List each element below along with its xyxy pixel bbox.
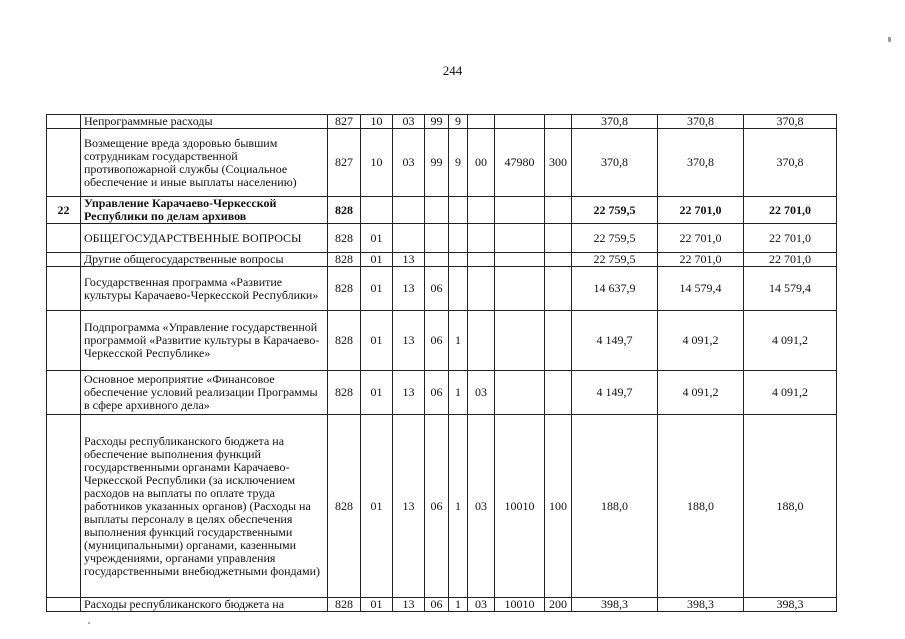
cell-c2: 01 — [361, 371, 393, 415]
cell-c6 — [468, 311, 495, 371]
cell-c2: 01 — [361, 311, 393, 371]
table-row — [47, 129, 837, 197]
cell-name: Расходы республиканского бюджета на — [81, 598, 328, 612]
cell-c8: 200 — [545, 598, 572, 612]
cell-c6 — [468, 197, 495, 224]
cell-y3: 14 579,4 — [744, 267, 837, 311]
cell-idx — [47, 115, 81, 129]
cell-c8: 100 — [545, 415, 572, 598]
cell-c8 — [545, 253, 572, 267]
cell-name: Подпрограмма «Управление государственной программой «Развитие культуры в Карачаево-Черкесской Республике» — [81, 311, 328, 371]
cell-y2: 14 579,4 — [658, 267, 744, 311]
cell-c8 — [545, 371, 572, 415]
cell-c6 — [468, 224, 495, 253]
cell-name: Расходы республиканского бюджета на обеспечение выполнения функций государственными органами Карачаево-Черкесской Республики (за исключением расходов на выплаты по оплате труда работников указанных органов) (Расходы на выплаты персоналу в целях обеспечения выполнения функций государственными (муниципальными) органами, казенными учреждениями, органами управления государственными внебюджетными фондами) — [81, 415, 328, 598]
cell-c3 — [393, 197, 425, 224]
cell-c8 — [545, 267, 572, 311]
cell-c6: 03 — [468, 371, 495, 415]
cell-name: Управление Карачаево-Черкесской Республики по делам архивов — [81, 197, 328, 224]
cell-c8: 300 — [545, 129, 572, 197]
cell-c4: 06 — [425, 311, 449, 371]
cell-c6 — [468, 253, 495, 267]
table-row — [47, 253, 837, 267]
cell-c3: 03 — [393, 115, 425, 129]
cell-c4: 06 — [425, 598, 449, 612]
cell-c4 — [425, 197, 449, 224]
cell-c1: 828 — [328, 253, 361, 267]
cell-c6: 03 — [468, 598, 495, 612]
budget-table — [46, 114, 837, 612]
cell-c5: 9 — [449, 115, 468, 129]
cell-c5 — [449, 197, 468, 224]
table-row — [47, 311, 837, 371]
cell-c5: 1 — [449, 598, 468, 612]
cell-name: Другие общегосударственные вопросы — [81, 253, 328, 267]
cell-c4: 06 — [425, 415, 449, 598]
cell-c5: 1 — [449, 311, 468, 371]
cell-idx — [47, 129, 81, 197]
cell-y1: 22 759,5 — [572, 253, 658, 267]
cell-idx — [47, 415, 81, 598]
cell-c8 — [545, 311, 572, 371]
page-number: 244 — [442, 63, 463, 78]
cell-y1: 188,0 — [572, 415, 658, 598]
cell-y3: 4 091,2 — [744, 311, 837, 371]
cell-c1: 827 — [328, 129, 361, 197]
cell-y2: 4 091,2 — [658, 311, 744, 371]
cell-c7: 10010 — [495, 415, 545, 598]
cell-name: ОБЩЕГОСУДАРСТВЕННЫЕ ВОПРОСЫ — [81, 224, 328, 253]
cell-y3: 22 701,0 — [744, 224, 837, 253]
cell-c6: 00 — [468, 129, 495, 197]
cell-idx — [47, 224, 81, 253]
cell-c4: 99 — [425, 129, 449, 197]
cell-c6: 03 — [468, 415, 495, 598]
cell-c7 — [495, 115, 545, 129]
cell-y1: 22 759,5 — [572, 224, 658, 253]
cell-y2: 22 701,0 — [658, 253, 744, 267]
cell-c2: 01 — [361, 415, 393, 598]
cell-c3: 13 — [393, 598, 425, 612]
cell-y1: 4 149,7 — [572, 371, 658, 415]
cell-c3: 13 — [393, 267, 425, 311]
cell-y3: 4 091,2 — [744, 371, 837, 415]
cell-c4: 06 — [425, 267, 449, 311]
cell-c2: 01 — [361, 598, 393, 612]
cell-c2: 10 — [361, 115, 393, 129]
cell-idx — [47, 598, 81, 612]
cell-c7 — [495, 197, 545, 224]
cell-c3: 13 — [393, 253, 425, 267]
cell-y3: 188,0 — [744, 415, 837, 598]
cell-c3: 13 — [393, 415, 425, 598]
cell-y1: 14 637,9 — [572, 267, 658, 311]
cell-c5 — [449, 224, 468, 253]
cell-y2: 188,0 — [658, 415, 744, 598]
cell-c7 — [495, 371, 545, 415]
cell-c1: 828 — [328, 415, 361, 598]
cell-c6 — [468, 267, 495, 311]
cell-c1: 827 — [328, 115, 361, 129]
table-row — [47, 371, 837, 415]
table-row — [47, 224, 837, 253]
cell-y1: 398,3 — [572, 598, 658, 612]
cell-c4 — [425, 224, 449, 253]
cell-c5: 1 — [449, 415, 468, 598]
cell-c1: 828 — [328, 371, 361, 415]
cell-y3: 22 701,0 — [744, 197, 837, 224]
cell-y1: 22 759,5 — [572, 197, 658, 224]
table-row — [47, 267, 837, 311]
cell-name: Возмещение вреда здоровью бывшим сотрудникам государственной противопожарной службы (Социальное обеспечение и иные выплаты населению) — [81, 129, 328, 197]
scan-speck — [888, 37, 891, 42]
cell-y3: 22 701,0 — [744, 253, 837, 267]
cell-c7 — [495, 267, 545, 311]
cell-c3: 13 — [393, 311, 425, 371]
cell-c8 — [545, 197, 572, 224]
cell-c1: 828 — [328, 267, 361, 311]
cell-c2: 10 — [361, 129, 393, 197]
cell-c6 — [468, 115, 495, 129]
cell-idx — [47, 371, 81, 415]
cell-c5 — [449, 253, 468, 267]
cell-c1: 828 — [328, 311, 361, 371]
table-row — [47, 598, 837, 612]
table-row — [47, 415, 837, 598]
cell-y2: 22 701,0 — [658, 197, 744, 224]
cell-y1: 370,8 — [572, 129, 658, 197]
cell-idx — [47, 267, 81, 311]
cell-c1: 828 — [328, 224, 361, 253]
cell-c7 — [495, 311, 545, 371]
cell-idx — [47, 311, 81, 371]
cell-y2: 370,8 — [658, 129, 744, 197]
cell-y2: 398,3 — [658, 598, 744, 612]
cell-c5: 1 — [449, 371, 468, 415]
cell-c2: 01 — [361, 253, 393, 267]
cell-c7 — [495, 253, 545, 267]
cell-c2: 01 — [361, 267, 393, 311]
cell-idx: 22 — [47, 197, 81, 224]
cell-name: Государственная программа «Развитие культуры Карачаево-Черкесской Республики» — [81, 267, 328, 311]
cell-name: Непрограммные расходы — [81, 115, 328, 129]
table-row — [47, 115, 837, 129]
cell-y2: 4 091,2 — [658, 371, 744, 415]
cell-y3: 370,8 — [744, 115, 837, 129]
cell-c3: 13 — [393, 371, 425, 415]
cell-c2 — [361, 197, 393, 224]
cell-c4 — [425, 253, 449, 267]
cell-c4: 06 — [425, 371, 449, 415]
cell-idx — [47, 253, 81, 267]
cell-name: Основное мероприятие «Финансовое обеспечение условий реализации Программы в сфере архивного дела» — [81, 371, 328, 415]
cell-c8 — [545, 115, 572, 129]
cell-c7 — [495, 224, 545, 253]
scan-speck — [88, 622, 90, 624]
cell-y3: 398,3 — [744, 598, 837, 612]
cell-c5: 9 — [449, 129, 468, 197]
cell-c2: 01 — [361, 224, 393, 253]
cell-y1: 370,8 — [572, 115, 658, 129]
cell-y3: 370,8 — [744, 129, 837, 197]
table-row — [47, 197, 837, 224]
cell-c1: 828 — [328, 197, 361, 224]
cell-c3: 03 — [393, 129, 425, 197]
cell-c5 — [449, 267, 468, 311]
cell-y1: 4 149,7 — [572, 311, 658, 371]
cell-c1: 828 — [328, 598, 361, 612]
cell-c7: 47980 — [495, 129, 545, 197]
cell-c4: 99 — [425, 115, 449, 129]
cell-c7: 10010 — [495, 598, 545, 612]
cell-c8 — [545, 224, 572, 253]
cell-y2: 22 701,0 — [658, 224, 744, 253]
cell-y2: 370,8 — [658, 115, 744, 129]
cell-c3 — [393, 224, 425, 253]
